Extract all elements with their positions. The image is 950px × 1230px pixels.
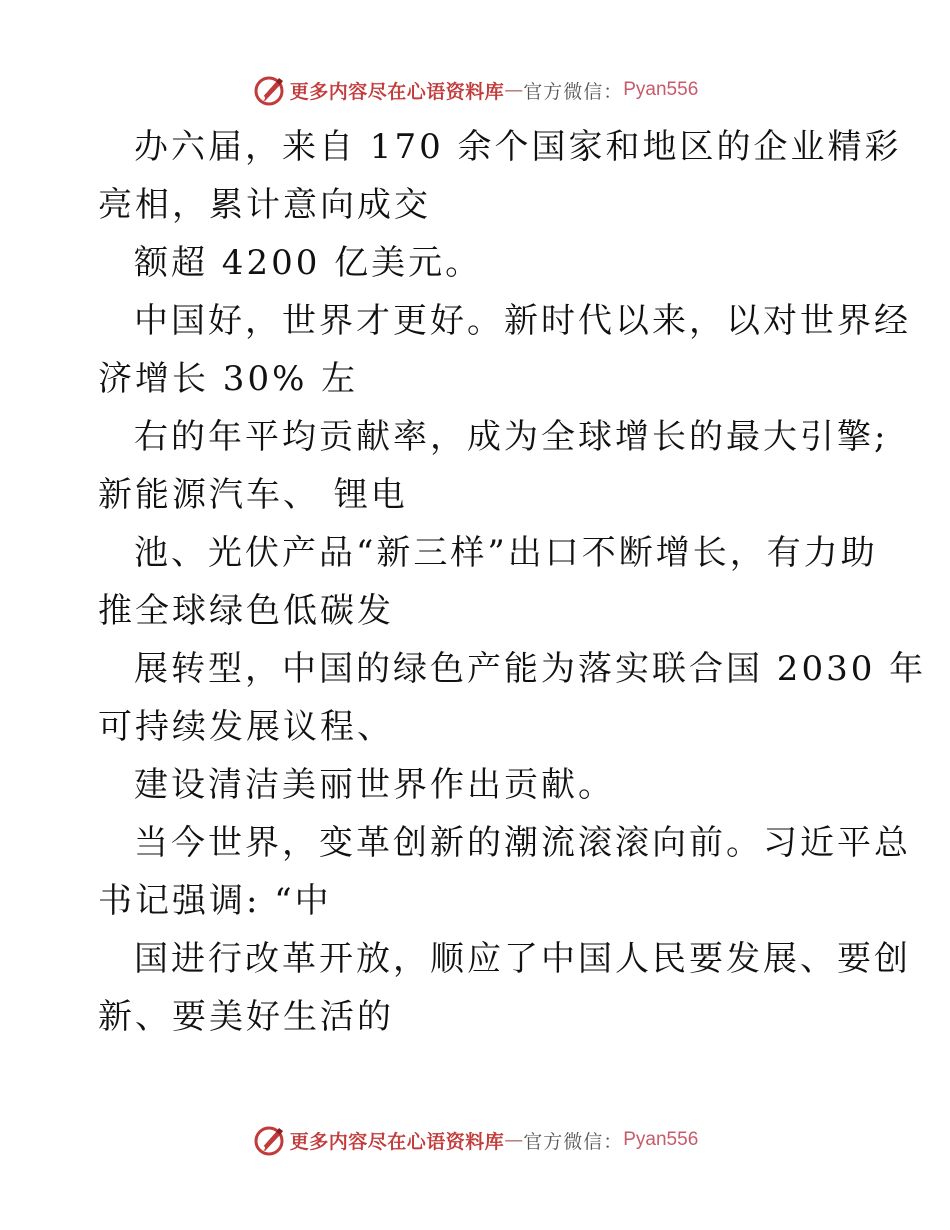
footer-wechat-label: 官方微信： — [523, 1130, 624, 1153]
text-line: 可持续发展议程、 — [98, 707, 394, 747]
text-line: 亮相，累计意向成交 — [98, 185, 431, 225]
text-line: 展转型，中国的绿色产能为落实联合国 2030 年 — [134, 649, 927, 689]
pen-logo-icon — [252, 1123, 286, 1157]
text-line: 中国好，世界才更好。新时代以来，以对世界经 — [134, 301, 911, 341]
text-line: 办六届，来自 170 余个国家和地区的企业精彩 — [134, 127, 902, 167]
text-line: 建设清洁美丽世界作出贡献。 — [134, 765, 615, 805]
text-line: 额超 4200 亿美元。 — [134, 243, 483, 283]
header-promo-text: 更多内容尽在心语资料库 — [289, 80, 505, 103]
text-line: 推全球绿色低碳发 — [98, 591, 394, 631]
footer-wechat-id: Pyan556 — [623, 1129, 699, 1150]
footer-promo-text: 更多内容尽在心语资料库 — [289, 1130, 505, 1153]
header-wechat-id: Pyan556 — [623, 79, 699, 100]
text-line: 新能源汽车、 锂电 — [98, 475, 408, 515]
text-line: 国进行改革开放，顺应了中国人民要发展、要创 — [134, 939, 911, 979]
header-wechat-label: 官方微信： — [523, 80, 624, 103]
document-body — [98, 118, 927, 1046]
footer-banner — [0, 1120, 950, 1160]
header-banner — [0, 70, 950, 110]
text-line: 济增长 30% 左 — [98, 359, 359, 399]
text-line: 当今世界，变革创新的潮流滚滚向前。习近平总 — [134, 823, 911, 863]
text-line: 新、要美好生活的 — [98, 997, 394, 1037]
header-dash: — — [504, 79, 524, 101]
text-line: 池、光伏产品“新三样”出口不断增长，有力助 — [134, 533, 878, 573]
footer-dash: — — [504, 1129, 524, 1151]
text-line: 右的年平均贡献率，成为全球增长的最大引擎; — [134, 417, 889, 457]
text-line: 书记强调: “中 — [98, 881, 332, 921]
pen-logo-icon — [252, 73, 286, 107]
